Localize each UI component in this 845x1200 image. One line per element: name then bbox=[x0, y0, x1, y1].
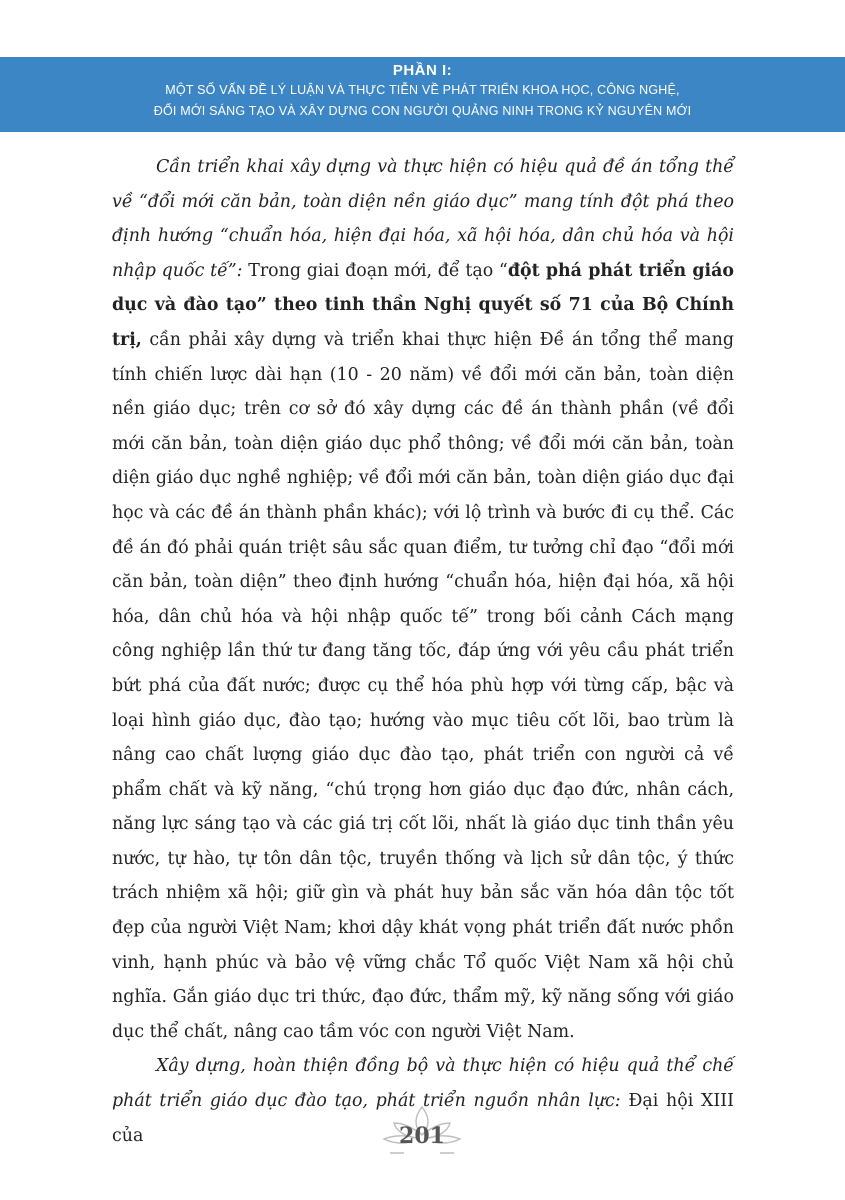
part-title: PHẦN I: bbox=[392, 62, 453, 79]
paragraph-2-text: Đại hội XIII của bbox=[112, 1091, 734, 1146]
body-text bbox=[112, 150, 734, 1153]
paragraph-1-text-a: Trong giai đoạn mới, để tạo “ bbox=[242, 260, 508, 281]
chapter-banner bbox=[0, 57, 845, 132]
paragraph-2-lead: Xây dựng, hoàn thiện đồng bộ và thực hiện có hiệu quả thể chế phát triển giáo dục đào tạo, phát triển nguồn nhân lực: bbox=[112, 1056, 734, 1112]
page-footer bbox=[372, 1105, 472, 1165]
paragraph-1-emphasis: đột phá phát triển giáo dục và đào tạo” theo tinh thần Nghị quyết số 71 của Bộ Chính trị, bbox=[112, 260, 734, 350]
part-subtitle-line2: ĐỔI MỚI SÁNG TẠO VÀ XÂY DỰNG CON NGƯỜI QUẢNG NINH TRONG KỶ NGUYÊN MỚI bbox=[153, 104, 692, 118]
page-number: 201 bbox=[399, 1123, 445, 1149]
paragraph-1 bbox=[112, 150, 734, 1049]
paragraph-1-lead: Cần triển khai xây dựng và thực hiện có hiệu quả đề án tổng thể về “đổi mới căn bản, toàn diện nền giáo dục” mang tính đột phá theo định hướng “chuẩn hóa, hiện đại hóa, xã hội hóa, dân chủ hóa và hội nhập quốc tế”: bbox=[112, 157, 734, 281]
part-subtitle-line1: MỘT SỐ VẤN ĐỀ LÝ LUẬN VÀ THỰC TIỄN VỀ PHÁT TRIỂN KHOA HỌC, CÔNG NGHỆ, bbox=[165, 83, 680, 97]
paragraph-1-text-b: cần phải xây dựng và triển khai thực hiện Đề án tổng thể mang tính chiến lược dài hạn (10 - 20 năm) về đổi mới căn bản, toàn diện nền giáo dục; trên cơ sở đó xây dựng các đề án thành phần (về đổi mới căn bản, toàn diện giáo dục phổ thông; về đổi mới căn bản, toàn diện giáo dục nghề nghiệp; về đổi mới căn bản, toàn diện giáo dục đại học và các đề án thành phần khác); với lộ trình và bước đi cụ thể. Các đề án đó phải quán triệt sâu sắc quan điểm, tư tưởng chỉ đạo “đổi mới căn bản, toàn diện” theo định hướng “chuẩn hóa, hiện đại hóa, xã hội hóa, dân chủ hóa và hội nhập quốc tế” trong bối cảnh Cách mạng công nghiệp lần thứ tư đang tăng tốc, đáp ứng với yêu cầu phát triển bứt phá của đất nước; được cụ thể hóa phù hợp với từng cấp, bậc và loại hình giáo dục, đào tạo; hướng vào mục tiêu cốt lõi, bao trùm là nâng cao chất lượng giáo dục đào tạo, phát triển con người cả về phẩm chất và kỹ năng, “chú trọng hơn giáo dục đạo đức, nhân cách, năng lực sáng tạo và các giá trị cốt lõi, nhất là giáo dục tinh thần yêu nước, tự hào, tự tôn dân tộc, truyền thống và lịch sử dân tộc, ý thức trách nhiệm xã hội; giữ gìn và phát huy bản sắc văn hóa dân tộc tốt đẹp của người Việt Nam; khơi dậy khát vọng phát triển đất nước phồn vinh, hạnh phúc và bảo vệ vững chắc Tổ quốc Việt Nam xã hội chủ nghĩa. Gắn giáo dục tri thức, đạo đức, thẩm mỹ, kỹ năng sống với giáo dục thể chất, nâng cao tầm vóc con người Việt Nam. bbox=[112, 329, 734, 1042]
